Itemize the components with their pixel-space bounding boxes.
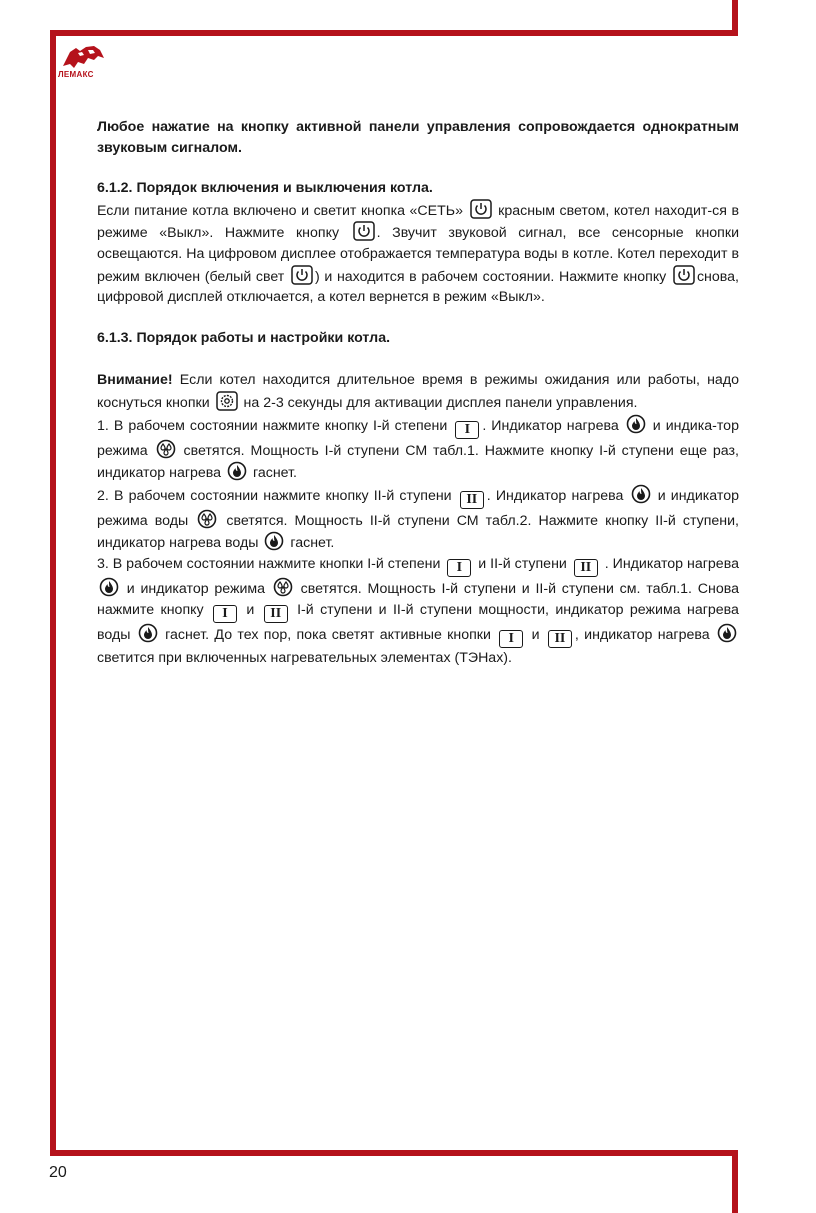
power-button-icon [291,265,313,285]
heating-indicator-icon [717,623,737,643]
step-3-paragraph: 3. В рабочем состоянии нажмите кнопки I-й степени I и II-й ступени II . Индикатор нагрева и индикатор режима светятся. Мощность I-й ступени и II-й ступени см. табл.1. Снова нажмите кнопку I и II I-й ступени и II-й ступени мощности, индикатор режима нагрева воды гаснет. До тех пор, пока светят активные кнопки I и II , индикатор нагрева светится при включенных нагревательных элементах (ТЭНах). [97,555,739,666]
heating-indicator-icon [138,623,158,643]
heating-indicator-icon [631,484,651,504]
frame-left-line [50,30,56,1156]
stage-2-button-icon: II [548,630,572,648]
frame-bottom-right-line [732,1150,738,1213]
lion-logo-icon [60,44,106,70]
stage-1-button-icon: I [447,559,471,577]
step-1-paragraph: 1. В рабочем состоянии нажмите кнопку I-й степени I . Индикатор нагрева и индика-тор режима светятся. Мощность I-й ступени СМ табл.1. Нажмите кнопку I-й ступени еще раз, индикатор нагрева гаснет. [97,414,739,484]
water-mode-indicator-icon [273,577,293,597]
heating-indicator-icon [227,461,247,481]
document-body [97,117,739,668]
power-button-icon [673,265,695,285]
heating-indicator-icon [99,577,119,597]
water-mode-indicator-icon [156,439,176,459]
power-button-icon [470,199,492,219]
logo-text: ЛЕМАКС [58,70,94,79]
power-button-icon [353,221,375,241]
water-mode-indicator-icon [197,509,217,529]
frame-top-right-line [732,0,738,36]
heating-indicator-icon [626,414,646,434]
paragraph-6-1-2: Если питание котла включено и светит кнопка «СЕТЬ» красным светом, котел находит-ся в режиме «Выкл». Нажмите кнопку . Звучит звуковой сигнал, все сенсорные кнопки освещаются. На цифровом дисплее отображается температура воды в котле. Котел переходит в режим включен (белый свет ) и находится в рабочем состоянии. Нажмите кнопку снова, цифровой дисплей отключается, а котел вернется в режим «Выкл». [97,199,739,308]
page-number: 20 [49,1164,67,1181]
step-2-paragraph: 2. В рабочем состоянии нажмите кнопку II-й ступени II . Индикатор нагрева и индикатор режима воды светятся. Мощность II-й ступени СМ табл.2. Нажмите кнопку II-й ступени, индикатор нагрева воды гаснет. [97,484,739,554]
stage-2-button-icon: II [264,605,288,623]
frame-bottom-line [50,1150,738,1156]
stage-1-button-icon: I [499,630,523,648]
stage-2-button-icon: II [460,491,484,509]
heading-6-1-3: 6.1.3. Порядок работы и настройки котла. [97,329,391,346]
stage-1-button-icon: I [455,421,479,439]
stage-2-button-icon: II [574,559,598,577]
heading-6-1-2: 6.1.2. Порядок включения и выключения котла. [97,180,433,197]
settings-button-icon [216,391,238,411]
stage-1-button-icon: I [213,605,237,623]
intro-paragraph: Любое нажатие на кнопку активной панели управления сопровождается однократным звуковым сигналом. [97,119,739,156]
attention-paragraph: Внимание! Если котел находится длительное время в режимы ожидания или работы, надо коснуться кнопки на 2-3 секунды для активации дисплея панели управления. [97,372,739,411]
frame-top-line [50,30,738,36]
heating-indicator-icon [264,531,284,551]
